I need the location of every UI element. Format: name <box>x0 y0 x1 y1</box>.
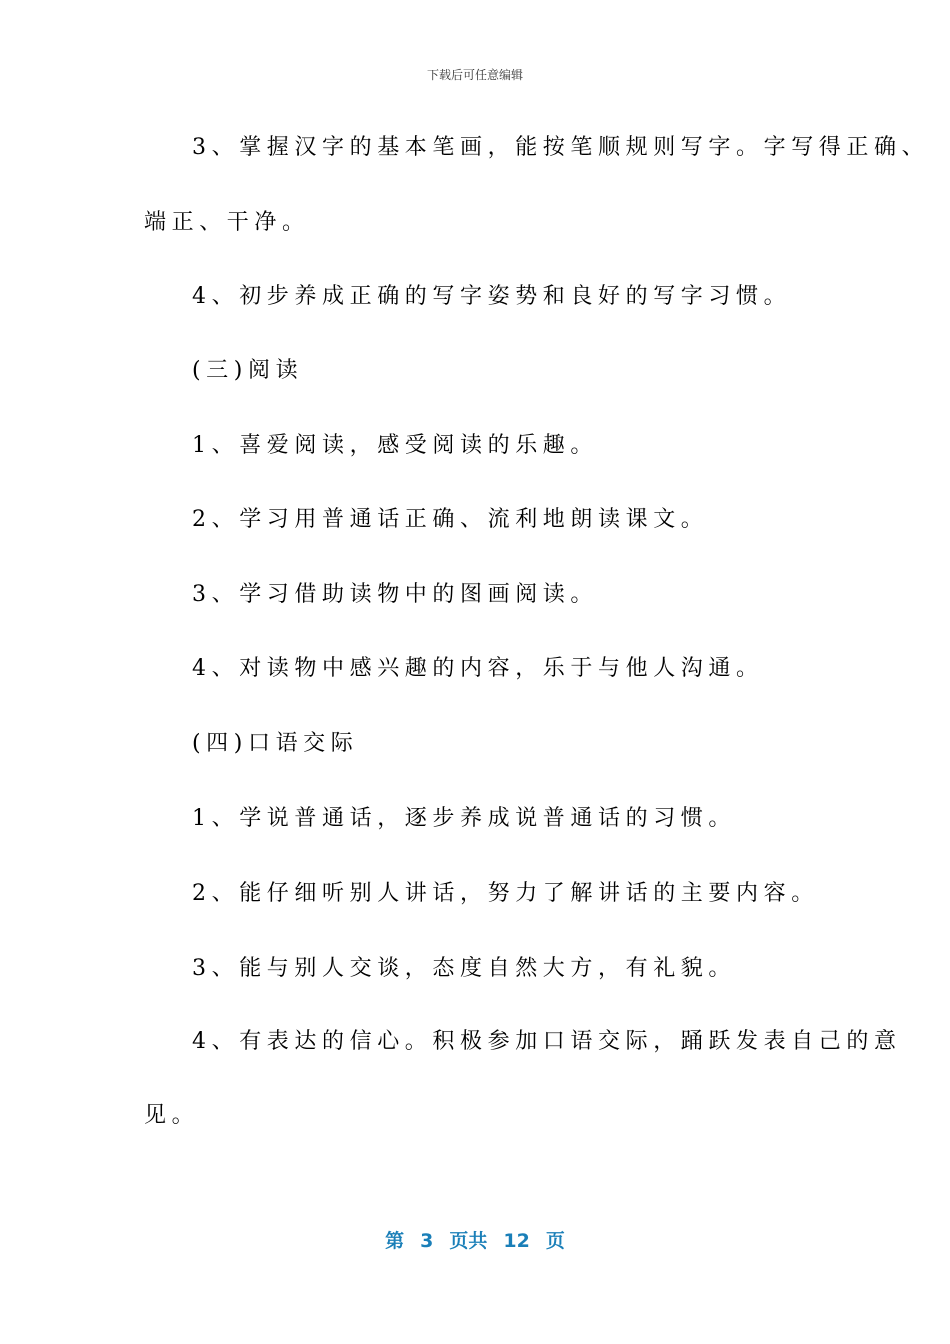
footer-middle: 页共 <box>449 1230 488 1252</box>
paragraph: 4、对读物中感兴趣的内容，乐于与他人沟通。 <box>192 656 764 681</box>
paragraph: 端正、干净。 <box>144 210 310 235</box>
footer-suffix: 页 <box>545 1230 565 1252</box>
paragraph: 3、掌握汉字的基本笔画，能按笔顺规则写字。字写得正确、 <box>192 135 930 160</box>
paragraph: 4、有表达的信心。积极参加口语交际，踊跃发表自己的意 <box>192 1029 902 1054</box>
paragraph: 2、能仔细听别人讲话，努力了解讲话的主要内容。 <box>192 881 819 906</box>
section-heading: (四)口语交际 <box>192 731 359 756</box>
page-number-footer <box>0 1226 950 1253</box>
paragraph: 3、学习借助读物中的图画阅读。 <box>192 582 598 607</box>
paragraph: 见。 <box>144 1103 200 1128</box>
footer-total-pages: 12 <box>503 1230 530 1252</box>
footer-current-page: 3 <box>420 1230 434 1252</box>
header-note: 下载后可任意编辑 <box>426 68 523 82</box>
paragraph: 2、学习用普通话正确、流利地朗读课文。 <box>192 507 709 532</box>
paragraph: 4、初步养成正确的写字姿势和良好的写字习惯。 <box>192 284 792 309</box>
footer-prefix: 第 <box>385 1230 405 1252</box>
section-heading: (三)阅读 <box>192 358 304 383</box>
paragraph: 3、能与别人交谈，态度自然大方，有礼貌。 <box>192 956 736 981</box>
paragraph: 1、喜爱阅读，感受阅读的乐趣。 <box>192 433 598 458</box>
paragraph: 1、学说普通话，逐步养成说普通话的习惯。 <box>192 806 736 831</box>
